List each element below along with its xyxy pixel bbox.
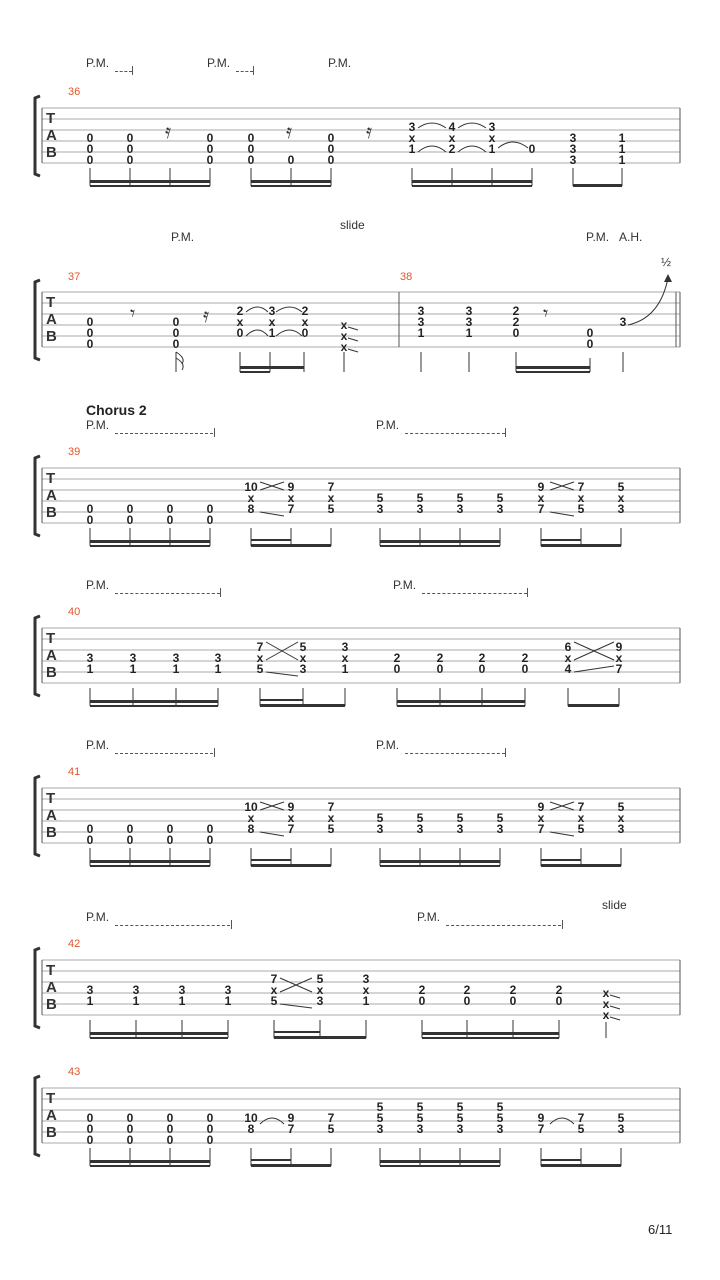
fret-number: 9 <box>615 640 623 654</box>
fret-number: 0 <box>206 1122 214 1136</box>
measure-number: 37 <box>68 271 81 283</box>
fret-number: 0 <box>86 833 94 847</box>
section-title: Chorus 2 <box>86 402 147 418</box>
svg-text:T: T <box>46 470 56 487</box>
fret-number: 0 <box>126 1122 134 1136</box>
fret-number: 0 <box>247 131 255 145</box>
fret-number: 8 <box>247 1122 255 1136</box>
palm-mute-label: P.M. <box>393 578 417 592</box>
fret-number: x <box>617 811 625 825</box>
fret-number: 9 <box>537 800 545 814</box>
fret-number: 0 <box>528 142 536 156</box>
palm-mute-label: P.M. <box>86 910 110 924</box>
fret-number: 0 <box>86 326 94 340</box>
fret-number: 1 <box>268 326 276 340</box>
fret-number: 9 <box>287 800 295 814</box>
svg-text:B: B <box>46 1124 57 1141</box>
fret-number: x <box>270 983 278 997</box>
svg-text:𝄿: 𝄿 <box>165 121 172 143</box>
fret-number: 2 <box>448 142 456 156</box>
palm-mute-label: P.M. <box>86 56 110 70</box>
svg-text:A: A <box>46 487 57 504</box>
fret-number: 3 <box>376 822 384 836</box>
fret-number: 3 <box>569 142 577 156</box>
fret-number: 2 <box>512 304 520 318</box>
fret-number: x <box>577 811 585 825</box>
fret-number: x <box>340 329 348 343</box>
fret-number: 0 <box>166 833 174 847</box>
fret-number: 1 <box>488 142 496 156</box>
fret-number: 3 <box>619 315 627 329</box>
fret-number: 3 <box>341 640 349 654</box>
palm-mute-label: P.M. <box>376 738 400 752</box>
fret-number: 0 <box>393 662 401 676</box>
palm-mute-label: P.M. <box>171 230 195 244</box>
fret-number: 0 <box>86 142 94 156</box>
svg-text:T: T <box>46 962 56 979</box>
svg-text:𝄿: 𝄿 <box>366 121 373 143</box>
fret-number: 3 <box>617 822 625 836</box>
fret-number: x <box>340 318 348 332</box>
fret-number: 0 <box>126 131 134 145</box>
fret-number: 0 <box>166 1133 174 1147</box>
fret-number: 1 <box>618 131 626 145</box>
fret-number: 9 <box>287 1111 295 1125</box>
fret-number: 4 <box>564 662 572 676</box>
palm-mute-label: P.M. <box>586 230 610 244</box>
svg-text:A: A <box>46 647 57 664</box>
fret-number: 5 <box>376 1111 384 1125</box>
measure-number: 41 <box>68 766 81 778</box>
fret-number: 3 <box>172 651 180 665</box>
fret-number: 5 <box>577 502 585 516</box>
fret-number: 0 <box>206 153 214 167</box>
measure-number: 36 <box>68 86 81 98</box>
fret-number: 0 <box>86 315 94 329</box>
artificial-harmonic-label: A.H. <box>619 230 643 244</box>
fret-number: 3 <box>496 822 504 836</box>
fret-number: 3 <box>299 662 307 676</box>
svg-text:A: A <box>46 1107 57 1124</box>
svg-text:T: T <box>46 790 56 807</box>
fret-number: 7 <box>327 1111 335 1125</box>
fret-number: 5 <box>299 640 307 654</box>
fret-number: x <box>247 811 255 825</box>
fret-number: 3 <box>488 120 496 134</box>
fret-number: 0 <box>86 153 94 167</box>
fret-number: 5 <box>416 811 424 825</box>
fret-number: 0 <box>86 337 94 351</box>
fret-number: 0 <box>247 142 255 156</box>
fret-number: x <box>448 131 456 145</box>
fret-number: 7 <box>577 800 585 814</box>
fret-number: 2 <box>301 304 309 318</box>
fret-number: 5 <box>617 480 625 494</box>
fret-number: 3 <box>178 983 186 997</box>
fret-number: 3 <box>268 304 276 318</box>
fret-number: 1 <box>129 662 137 676</box>
fret-number: 3 <box>362 972 370 986</box>
fret-number: x <box>564 651 572 665</box>
svg-text:𝄿: 𝄿 <box>203 305 210 327</box>
fret-number: 0 <box>172 337 180 351</box>
fret-number: 2 <box>555 983 563 997</box>
fret-number: 7 <box>287 1122 295 1136</box>
fret-number: 5 <box>496 1111 504 1125</box>
fret-number: x <box>236 315 244 329</box>
fret-number: 0 <box>521 662 529 676</box>
fret-number: 10 <box>244 800 258 814</box>
fret-number: 7 <box>287 822 295 836</box>
fret-number: 5 <box>316 972 324 986</box>
fret-number: 0 <box>206 131 214 145</box>
fret-number: 0 <box>126 142 134 156</box>
svg-text:B: B <box>46 996 57 1013</box>
svg-text:𝄾: 𝄾 <box>543 303 549 325</box>
svg-text:A: A <box>46 807 57 824</box>
fret-number: 0 <box>166 513 174 527</box>
fret-number: 0 <box>86 502 94 516</box>
measure-number: 42 <box>68 938 81 950</box>
fret-number: 3 <box>416 1122 424 1136</box>
fret-number: x <box>488 131 496 145</box>
fret-number: x <box>537 491 545 505</box>
fret-number: 1 <box>86 662 94 676</box>
fret-number: x <box>316 983 324 997</box>
svg-text:B: B <box>46 144 57 161</box>
fret-number: 0 <box>172 315 180 329</box>
fret-number: 0 <box>206 142 214 156</box>
fret-number: 0 <box>166 1111 174 1125</box>
fret-number: 3 <box>456 1122 464 1136</box>
fret-number: x <box>301 315 309 329</box>
fret-number: 7 <box>287 502 295 516</box>
svg-text:B: B <box>46 504 57 521</box>
fret-number: x <box>408 131 416 145</box>
fret-number: 0 <box>126 502 134 516</box>
fret-number: 9 <box>537 480 545 494</box>
fret-number: 0 <box>172 326 180 340</box>
fret-number: 0 <box>206 1133 214 1147</box>
fret-number: x <box>537 811 545 825</box>
fret-number: 0 <box>126 1133 134 1147</box>
fret-number: 7 <box>577 1111 585 1125</box>
fret-number: 5 <box>577 1122 585 1136</box>
bend-amount-label: ½ <box>661 255 672 269</box>
fret-number: x <box>287 491 295 505</box>
fret-number: 2 <box>509 983 517 997</box>
measure-number: 38 <box>400 271 413 283</box>
palm-mute-label: P.M. <box>417 910 441 924</box>
fret-number: 3 <box>465 315 473 329</box>
fret-number: 0 <box>586 326 594 340</box>
fret-number: 1 <box>362 994 370 1008</box>
fret-number: x <box>615 651 623 665</box>
fret-number: 2 <box>236 304 244 318</box>
fret-number: 5 <box>496 491 504 505</box>
palm-mute-label: P.M. <box>376 418 400 432</box>
fret-number: 8 <box>247 502 255 516</box>
palm-mute-label: P.M. <box>86 738 110 752</box>
page-number: 6/11 <box>648 1222 673 1237</box>
svg-text:B: B <box>46 328 57 345</box>
fret-number: 3 <box>417 304 425 318</box>
fret-number: 0 <box>555 994 563 1008</box>
fret-number: 5 <box>256 662 264 676</box>
fret-number: 0 <box>126 833 134 847</box>
svg-text:A: A <box>46 311 57 328</box>
fret-number: 7 <box>256 640 264 654</box>
fret-number: 0 <box>327 153 335 167</box>
fret-number: 0 <box>166 1122 174 1136</box>
fret-number: 2 <box>436 651 444 665</box>
fret-number: 1 <box>341 662 349 676</box>
tab-clef: T <box>46 110 56 127</box>
fret-number: 0 <box>86 822 94 836</box>
fret-number: 5 <box>496 1100 504 1114</box>
fret-number: 3 <box>86 651 94 665</box>
fret-number: 3 <box>129 651 137 665</box>
fret-number: 0 <box>247 153 255 167</box>
fret-number: 1 <box>417 326 425 340</box>
fret-number: 2 <box>521 651 529 665</box>
fret-number: 0 <box>512 326 520 340</box>
fret-number: 3 <box>496 502 504 516</box>
fret-number: 1 <box>224 994 232 1008</box>
fret-number: 10 <box>244 480 258 494</box>
fret-number: 5 <box>617 1111 625 1125</box>
fret-number: 3 <box>617 502 625 516</box>
fret-number: x <box>577 491 585 505</box>
fret-number: x <box>327 811 335 825</box>
fret-number: 5 <box>376 1100 384 1114</box>
fret-number: 3 <box>496 1122 504 1136</box>
fret-number: 1 <box>618 142 626 156</box>
fret-number: 1 <box>465 326 473 340</box>
fret-number: 5 <box>327 822 335 836</box>
fret-number: x <box>341 651 349 665</box>
fret-number: 3 <box>416 822 424 836</box>
fret-number: 3 <box>376 1122 384 1136</box>
fret-number: 0 <box>327 142 335 156</box>
palm-mute-label: P.M. <box>328 56 352 70</box>
fret-number: 5 <box>456 491 464 505</box>
slide-label: slide <box>340 218 365 232</box>
fret-number: 0 <box>166 822 174 836</box>
fret-number: x <box>602 986 610 1000</box>
fret-number: 2 <box>512 315 520 329</box>
svg-text:T: T <box>46 294 56 311</box>
fret-number: 0 <box>86 1111 94 1125</box>
svg-text:𝄿: 𝄿 <box>286 121 293 143</box>
fret-number: 5 <box>416 1111 424 1125</box>
fret-number: 0 <box>236 326 244 340</box>
fret-number: 3 <box>224 983 232 997</box>
fret-number: 8 <box>247 822 255 836</box>
fret-number: 1 <box>132 994 140 1008</box>
svg-text:T: T <box>46 1090 56 1107</box>
fret-number: 3 <box>214 651 222 665</box>
fret-number: x <box>327 491 335 505</box>
svg-text:A: A <box>46 979 57 996</box>
fret-number: 0 <box>418 994 426 1008</box>
palm-mute-label: P.M. <box>86 418 110 432</box>
fret-number: 3 <box>316 994 324 1008</box>
fret-number: 9 <box>537 1111 545 1125</box>
fret-number: 10 <box>244 1111 258 1125</box>
fret-number: 0 <box>478 662 486 676</box>
fret-number: 3 <box>456 822 464 836</box>
fret-number: 3 <box>417 315 425 329</box>
fret-number: x <box>602 1008 610 1022</box>
fret-number: 5 <box>376 811 384 825</box>
fret-number: 0 <box>436 662 444 676</box>
fret-number: 0 <box>206 822 214 836</box>
fret-number: 2 <box>478 651 486 665</box>
fret-number: 0 <box>86 1133 94 1147</box>
fret-number: x <box>299 651 307 665</box>
fret-number: 0 <box>206 502 214 516</box>
fret-number: x <box>602 997 610 1011</box>
measure-number: 43 <box>68 1066 81 1078</box>
fret-number: 3 <box>617 1122 625 1136</box>
fret-number: 0 <box>327 131 335 145</box>
fret-number: 5 <box>456 811 464 825</box>
fret-number: 5 <box>617 800 625 814</box>
fret-number: 5 <box>376 491 384 505</box>
fret-number: 0 <box>86 1122 94 1136</box>
slide-label: slide <box>602 898 627 912</box>
measure-number: 39 <box>68 446 81 458</box>
fret-number: 2 <box>393 651 401 665</box>
palm-mute-label: P.M. <box>207 56 231 70</box>
fret-number: 6 <box>564 640 572 654</box>
fret-number: 9 <box>287 480 295 494</box>
fret-number: 0 <box>126 1111 134 1125</box>
fret-number: 7 <box>577 480 585 494</box>
fret-number: 0 <box>126 513 134 527</box>
fret-number: 5 <box>496 811 504 825</box>
fret-number: 5 <box>270 994 278 1008</box>
fret-number: 0 <box>206 513 214 527</box>
fret-number: 5 <box>577 822 585 836</box>
fret-number: 0 <box>86 513 94 527</box>
fret-number: 0 <box>86 131 94 145</box>
svg-text:A: A <box>46 127 57 144</box>
fret-number: x <box>256 651 264 665</box>
fret-number: 0 <box>509 994 517 1008</box>
fret-number: 5 <box>416 491 424 505</box>
svg-text:T: T <box>46 630 56 647</box>
fret-number: 7 <box>270 972 278 986</box>
fret-number: 5 <box>327 502 335 516</box>
fret-number: 7 <box>327 480 335 494</box>
fret-number: 3 <box>408 120 416 134</box>
fret-number: 1 <box>86 994 94 1008</box>
fret-number: 3 <box>569 131 577 145</box>
fret-number: 0 <box>206 1111 214 1125</box>
fret-number: 3 <box>86 983 94 997</box>
fret-number: 0 <box>126 822 134 836</box>
fret-number: 4 <box>448 120 456 134</box>
fret-number: 1 <box>172 662 180 676</box>
fret-number: 1 <box>408 142 416 156</box>
fret-number: 5 <box>327 1122 335 1136</box>
fret-number: 7 <box>537 502 545 516</box>
fret-number: 3 <box>465 304 473 318</box>
fret-number: x <box>362 983 370 997</box>
fret-number: 7 <box>615 662 623 676</box>
fret-number: 2 <box>418 983 426 997</box>
fret-number: x <box>287 811 295 825</box>
svg-text:B: B <box>46 664 57 681</box>
fret-number: 5 <box>456 1111 464 1125</box>
svg-text:B: B <box>46 824 57 841</box>
fret-number: 0 <box>126 153 134 167</box>
fret-number: 3 <box>132 983 140 997</box>
fret-number: 0 <box>301 326 309 340</box>
fret-number: x <box>247 491 255 505</box>
fret-number: 5 <box>416 1100 424 1114</box>
fret-number: 3 <box>416 502 424 516</box>
fret-number: 0 <box>206 833 214 847</box>
fret-number: 3 <box>569 153 577 167</box>
fret-number: 1 <box>178 994 186 1008</box>
fret-number: 5 <box>456 1100 464 1114</box>
fret-number: 0 <box>166 502 174 516</box>
fret-number: x <box>617 491 625 505</box>
fret-number: 7 <box>537 1122 545 1136</box>
fret-number: 7 <box>327 800 335 814</box>
fret-number: 0 <box>287 153 295 167</box>
svg-text:𝄾: 𝄾 <box>130 303 136 325</box>
fret-number: 0 <box>463 994 471 1008</box>
fret-number: 1 <box>618 153 626 167</box>
measure-number: 40 <box>68 606 81 618</box>
fret-number: x <box>268 315 276 329</box>
fret-number: 0 <box>586 337 594 351</box>
palm-mute-label: P.M. <box>86 578 110 592</box>
fret-number: 2 <box>463 983 471 997</box>
fret-number: 1 <box>214 662 222 676</box>
fret-number: x <box>340 340 348 354</box>
fret-number: 3 <box>456 502 464 516</box>
fret-number: 7 <box>537 822 545 836</box>
fret-number: 3 <box>376 502 384 516</box>
